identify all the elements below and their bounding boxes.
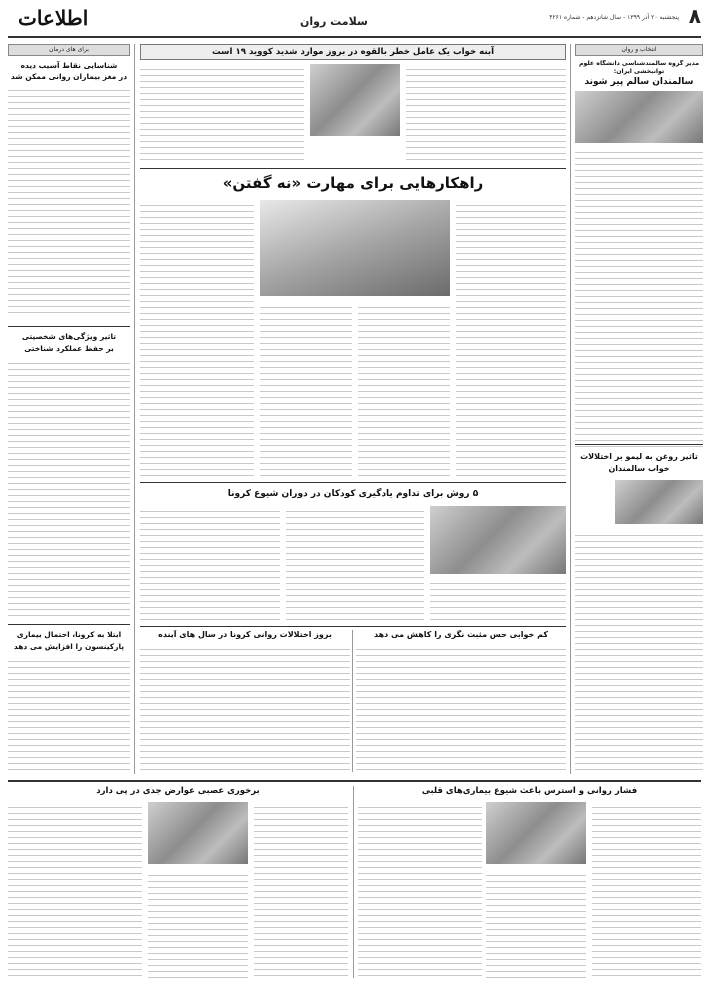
left-body-1 — [8, 85, 130, 315]
left-body-3 — [8, 656, 130, 770]
right-column-rule — [570, 44, 571, 774]
left-divider-1 — [8, 326, 130, 327]
left-heading-2: در مغز بیماران روانی ممکن شد — [10, 72, 128, 81]
feature-body-b — [456, 200, 566, 476]
section-title: سلامت روان — [300, 15, 368, 28]
top-story-photo — [310, 64, 400, 136]
left-heading-5: ابتلا به کرونا، احتمال بیماری — [16, 630, 122, 639]
covid-kids-body-a — [140, 506, 280, 620]
bottom-row — [8, 786, 701, 981]
feature-story — [140, 172, 566, 480]
top-story-rule — [140, 168, 566, 169]
covid-kids-rule — [140, 626, 566, 627]
bottom-body-c2 — [254, 802, 348, 978]
feature-body-a — [140, 200, 254, 476]
mid-bottom-heading-b: کم خوابی حس مثبت نگری را کاهش می دهد — [374, 630, 548, 639]
right-second-photo — [615, 480, 703, 524]
mid-bottom-heading-a: بروز اختلالات روانی کرونا در سال های آینده — [158, 630, 332, 639]
bottom-photo-c — [148, 802, 248, 864]
masthead-rule — [8, 36, 701, 38]
top-story-body-left — [140, 64, 304, 160]
mid-bottom-divider — [352, 630, 353, 772]
bottom-body-c3 — [148, 870, 248, 978]
left-column — [8, 44, 130, 774]
top-story-headline: آبنه خواب یک عامل خطر بالقوه در بروز موارد شدید کووید ۱۹ است — [140, 44, 566, 60]
bottom-divider — [353, 786, 354, 978]
right-column — [575, 44, 703, 774]
covid-kids-body-c — [430, 578, 566, 620]
top-story-body-right — [406, 64, 566, 160]
mid-bottom-body-a — [140, 644, 350, 772]
left-heading-3: تاثیر ویژگی‌های شخصیتی — [21, 332, 117, 341]
left-body-2 — [8, 358, 130, 620]
bottom-row-rule — [8, 780, 701, 782]
bottom-body-d1 — [358, 802, 482, 978]
covid-kids-photo — [430, 506, 566, 574]
left-heading-4: بر حفظ عملکرد شناختی — [24, 344, 114, 353]
issue-line: پنجشنبه ۲۰ آذر ۱۳۹۹ - سال شانزدهم - شماره ۴۲۶۱ — [549, 14, 679, 21]
feature-headline: راهکارهایی برای مهارت «نه گفتن» — [222, 174, 484, 192]
top-story — [140, 44, 566, 164]
right-lead-body — [575, 147, 703, 447]
feature-body-c — [260, 302, 352, 476]
left-column-rule — [134, 44, 135, 774]
right-second-heading-1: تاثیر روغن به لیمو بر اختلالات — [580, 452, 698, 461]
bottom-body-d2 — [592, 802, 701, 978]
bottom-photo-d — [486, 802, 586, 864]
right-lead-heading-3: سالمندان سالم پیر شوند — [584, 77, 694, 87]
mid-bottom-body-b — [356, 644, 566, 772]
covid-kids-story — [140, 486, 566, 624]
right-section-tag: انتخاب و روان — [575, 44, 703, 56]
right-divider — [575, 444, 703, 445]
covid-kids-body-b — [286, 506, 424, 620]
bottom-body-d3 — [486, 870, 586, 978]
left-divider-2 — [8, 624, 130, 625]
covid-kids-headline: ۵ روش برای تداوم یادگیری کودکان در دوران شیوع کرونا — [227, 489, 479, 499]
left-section-tag: برای های درمان — [8, 44, 130, 56]
right-lead-heading-1: مدیر گروه سالمندشناسی دانشگاه علوم — [578, 60, 700, 67]
right-lead-heading-2: توانبخشی ایران: — [613, 68, 665, 75]
newspaper-logo: اطلاعات — [18, 6, 89, 30]
bottom-heading-c: برخوری عصبی عوارض جدی در پی دارد — [96, 786, 260, 796]
bottom-heading-d: فشار روانی و استرس باعث شیوع بیماری‌های قلبی — [421, 786, 638, 796]
right-second-heading-2: خواب سالمندان — [608, 464, 670, 473]
masthead — [0, 0, 709, 40]
mid-bottom-pair — [140, 630, 566, 774]
feature-rule — [140, 482, 566, 483]
right-lead-photo — [575, 91, 703, 143]
page-number: ۸ — [688, 4, 701, 28]
left-heading-6: پارکینسون را افزایش می دهد — [13, 642, 125, 651]
feature-body-d — [358, 302, 450, 476]
left-heading-1: شناسایی نقاط آسیب دیده — [20, 61, 118, 70]
feature-photo — [260, 200, 450, 296]
bottom-body-c1 — [8, 802, 142, 978]
right-second-body — [575, 530, 703, 770]
